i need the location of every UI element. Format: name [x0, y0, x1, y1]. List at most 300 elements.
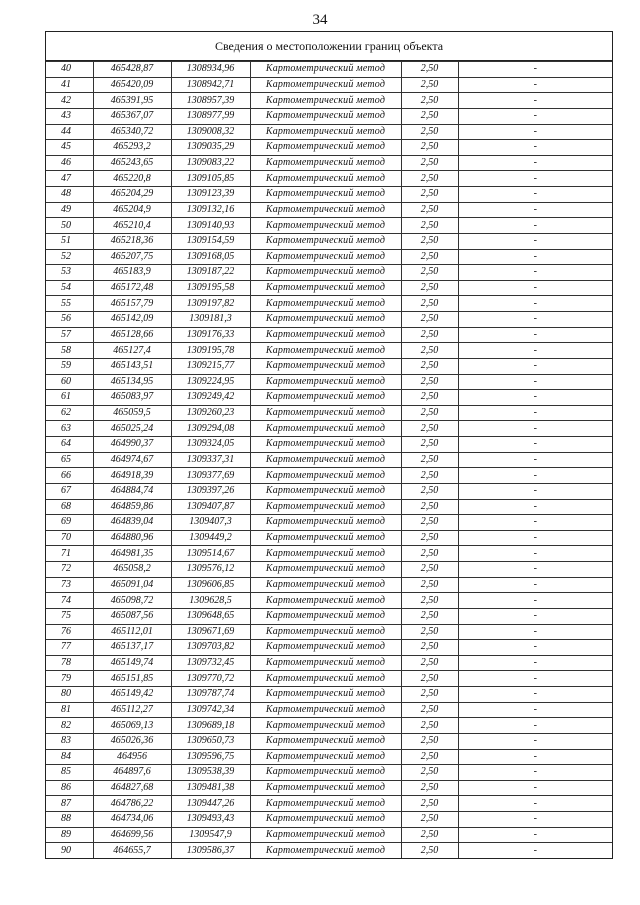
description-cell: - [458, 62, 612, 78]
table-row [46, 483, 612, 499]
description-cell: - [458, 483, 612, 499]
description-cell: - [458, 312, 612, 328]
point-number-cell: 52 [46, 249, 93, 265]
accuracy-cell: 2,50 [401, 421, 458, 437]
accuracy-cell: 2,50 [401, 343, 458, 359]
table-row [46, 468, 612, 484]
method-cell: Картометрический метод [250, 343, 401, 359]
method-cell: Картометрический метод [250, 687, 401, 703]
point-number-cell: 74 [46, 593, 93, 609]
description-cell: - [458, 296, 612, 312]
accuracy-cell: 2,50 [401, 405, 458, 421]
y-coordinate-cell: 1309294,08 [171, 421, 250, 437]
table-row [46, 280, 612, 296]
point-number-cell: 41 [46, 77, 93, 93]
table-row [46, 577, 612, 593]
table-row [46, 780, 612, 796]
point-number-cell: 49 [46, 202, 93, 218]
y-coordinate-cell: 1309035,29 [171, 140, 250, 156]
table-caption: Сведения о местоположении границ объекта [46, 32, 612, 61]
point-number-cell: 53 [46, 265, 93, 281]
y-coordinate-cell: 1309224,95 [171, 374, 250, 390]
y-coordinate-cell: 1309689,18 [171, 718, 250, 734]
y-coordinate-cell: 1309215,77 [171, 358, 250, 374]
y-coordinate-cell: 1309481,38 [171, 780, 250, 796]
x-coordinate-cell: 464859,86 [93, 499, 171, 515]
point-number-cell: 46 [46, 155, 93, 171]
description-cell: - [458, 468, 612, 484]
x-coordinate-cell: 464699,56 [93, 827, 171, 843]
accuracy-cell: 2,50 [401, 108, 458, 124]
method-cell: Картометрический метод [250, 265, 401, 281]
description-cell: - [458, 765, 612, 781]
accuracy-cell: 2,50 [401, 577, 458, 593]
coordinates-table [46, 61, 612, 858]
y-coordinate-cell: 1309123,39 [171, 187, 250, 203]
point-number-cell: 83 [46, 733, 93, 749]
point-number-cell: 77 [46, 640, 93, 656]
description-cell: - [458, 515, 612, 531]
x-coordinate-cell: 465127,4 [93, 343, 171, 359]
description-cell: - [458, 155, 612, 171]
table-row [46, 374, 612, 390]
description-cell: - [458, 780, 612, 796]
y-coordinate-cell: 1309249,42 [171, 390, 250, 406]
point-number-cell: 82 [46, 718, 93, 734]
accuracy-cell: 2,50 [401, 499, 458, 515]
table-row [46, 265, 612, 281]
x-coordinate-cell: 465220,8 [93, 171, 171, 187]
y-coordinate-cell: 1309377,69 [171, 468, 250, 484]
point-number-cell: 50 [46, 218, 93, 234]
accuracy-cell: 2,50 [401, 296, 458, 312]
point-number-cell: 72 [46, 562, 93, 578]
point-number-cell: 47 [46, 171, 93, 187]
accuracy-cell: 2,50 [401, 749, 458, 765]
table-row [46, 358, 612, 374]
point-number-cell: 84 [46, 749, 93, 765]
point-number-cell: 90 [46, 843, 93, 858]
table-row [46, 702, 612, 718]
table-row [46, 593, 612, 609]
method-cell: Картометрический метод [250, 171, 401, 187]
method-cell: Картометрический метод [250, 812, 401, 828]
description-cell: - [458, 749, 612, 765]
point-number-cell: 56 [46, 312, 93, 328]
accuracy-cell: 2,50 [401, 265, 458, 281]
method-cell: Картометрический метод [250, 452, 401, 468]
point-number-cell: 79 [46, 671, 93, 687]
table-row [46, 233, 612, 249]
accuracy-cell: 2,50 [401, 187, 458, 203]
table-row [46, 421, 612, 437]
description-cell: - [458, 687, 612, 703]
x-coordinate-cell: 465204,9 [93, 202, 171, 218]
description-cell: - [458, 499, 612, 515]
method-cell: Картометрический метод [250, 249, 401, 265]
y-coordinate-cell: 1309703,82 [171, 640, 250, 656]
method-cell: Картометрический метод [250, 796, 401, 812]
point-number-cell: 85 [46, 765, 93, 781]
table-row [46, 327, 612, 343]
description-cell: - [458, 562, 612, 578]
method-cell: Картометрический метод [250, 296, 401, 312]
point-number-cell: 88 [46, 812, 93, 828]
x-coordinate-cell: 464974,67 [93, 452, 171, 468]
point-number-cell: 54 [46, 280, 93, 296]
point-number-cell: 80 [46, 687, 93, 703]
point-number-cell: 67 [46, 483, 93, 499]
accuracy-cell: 2,50 [401, 562, 458, 578]
description-cell: - [458, 702, 612, 718]
point-number-cell: 86 [46, 780, 93, 796]
x-coordinate-cell: 465293,2 [93, 140, 171, 156]
accuracy-cell: 2,50 [401, 171, 458, 187]
method-cell: Картометрический метод [250, 562, 401, 578]
table-row [46, 671, 612, 687]
point-number-cell: 48 [46, 187, 93, 203]
y-coordinate-cell: 1309260,23 [171, 405, 250, 421]
accuracy-cell: 2,50 [401, 812, 458, 828]
table-row [46, 124, 612, 140]
method-cell: Картометрический метод [250, 202, 401, 218]
table-row [46, 718, 612, 734]
method-cell: Картометрический метод [250, 718, 401, 734]
x-coordinate-cell: 464839,04 [93, 515, 171, 531]
description-cell: - [458, 390, 612, 406]
description-cell: - [458, 327, 612, 343]
x-coordinate-cell: 464956 [93, 749, 171, 765]
y-coordinate-cell: 1309648,65 [171, 608, 250, 624]
accuracy-cell: 2,50 [401, 718, 458, 734]
table-row [46, 624, 612, 640]
point-number-cell: 45 [46, 140, 93, 156]
table-row [46, 515, 612, 531]
accuracy-cell: 2,50 [401, 640, 458, 656]
accuracy-cell: 2,50 [401, 733, 458, 749]
method-cell: Картометрический метод [250, 499, 401, 515]
y-coordinate-cell: 1309195,58 [171, 280, 250, 296]
y-coordinate-cell: 1309176,33 [171, 327, 250, 343]
description-cell: - [458, 233, 612, 249]
accuracy-cell: 2,50 [401, 843, 458, 858]
y-coordinate-cell: 1309650,73 [171, 733, 250, 749]
x-coordinate-cell: 465091,04 [93, 577, 171, 593]
description-cell: - [458, 218, 612, 234]
accuracy-cell: 2,50 [401, 483, 458, 499]
accuracy-cell: 2,50 [401, 593, 458, 609]
x-coordinate-cell: 465367,07 [93, 108, 171, 124]
y-coordinate-cell: 1309154,59 [171, 233, 250, 249]
x-coordinate-cell: 464786,22 [93, 796, 171, 812]
y-coordinate-cell: 1308977,99 [171, 108, 250, 124]
accuracy-cell: 2,50 [401, 233, 458, 249]
method-cell: Картометрический метод [250, 437, 401, 453]
y-coordinate-cell: 1309195,78 [171, 343, 250, 359]
method-cell: Картометрический метод [250, 421, 401, 437]
method-cell: Картометрический метод [250, 733, 401, 749]
table-row [46, 530, 612, 546]
accuracy-cell: 2,50 [401, 608, 458, 624]
accuracy-cell: 2,50 [401, 702, 458, 718]
y-coordinate-cell: 1309586,37 [171, 843, 250, 858]
accuracy-cell: 2,50 [401, 671, 458, 687]
method-cell: Картометрический метод [250, 655, 401, 671]
x-coordinate-cell: 465340,72 [93, 124, 171, 140]
method-cell: Картометрический метод [250, 405, 401, 421]
point-number-cell: 40 [46, 62, 93, 78]
method-cell: Картометрический метод [250, 624, 401, 640]
description-cell: - [458, 812, 612, 828]
point-number-cell: 43 [46, 108, 93, 124]
table-body [46, 62, 612, 858]
y-coordinate-cell: 1309576,12 [171, 562, 250, 578]
method-cell: Картометрический метод [250, 140, 401, 156]
table-row [46, 843, 612, 858]
y-coordinate-cell: 1308942,71 [171, 77, 250, 93]
description-cell: - [458, 187, 612, 203]
x-coordinate-cell: 465083,97 [93, 390, 171, 406]
point-number-cell: 69 [46, 515, 93, 531]
table-row [46, 827, 612, 843]
accuracy-cell: 2,50 [401, 374, 458, 390]
table-row [46, 765, 612, 781]
x-coordinate-cell: 465157,79 [93, 296, 171, 312]
x-coordinate-cell: 465143,51 [93, 358, 171, 374]
y-coordinate-cell: 1309008,32 [171, 124, 250, 140]
y-coordinate-cell: 1309105,85 [171, 171, 250, 187]
x-coordinate-cell: 465207,75 [93, 249, 171, 265]
description-cell: - [458, 108, 612, 124]
method-cell: Картометрический метод [250, 77, 401, 93]
method-cell: Картометрический метод [250, 671, 401, 687]
description-cell: - [458, 655, 612, 671]
y-coordinate-cell: 1309407,3 [171, 515, 250, 531]
accuracy-cell: 2,50 [401, 827, 458, 843]
point-number-cell: 70 [46, 530, 93, 546]
accuracy-cell: 2,50 [401, 765, 458, 781]
accuracy-cell: 2,50 [401, 124, 458, 140]
table-row [46, 155, 612, 171]
method-cell: Картометрический метод [250, 765, 401, 781]
point-number-cell: 73 [46, 577, 93, 593]
x-coordinate-cell: 465025,24 [93, 421, 171, 437]
table-row [46, 812, 612, 828]
y-coordinate-cell: 1309547,9 [171, 827, 250, 843]
description-cell: - [458, 733, 612, 749]
table-row [46, 62, 612, 78]
y-coordinate-cell: 1309168,05 [171, 249, 250, 265]
x-coordinate-cell: 465137,17 [93, 640, 171, 656]
description-cell: - [458, 671, 612, 687]
description-cell: - [458, 405, 612, 421]
method-cell: Картометрический метод [250, 124, 401, 140]
accuracy-cell: 2,50 [401, 468, 458, 484]
point-number-cell: 63 [46, 421, 93, 437]
method-cell: Картометрический метод [250, 280, 401, 296]
accuracy-cell: 2,50 [401, 687, 458, 703]
method-cell: Картометрический метод [250, 593, 401, 609]
method-cell: Картометрический метод [250, 827, 401, 843]
point-number-cell: 61 [46, 390, 93, 406]
table-row [46, 796, 612, 812]
y-coordinate-cell: 1309197,82 [171, 296, 250, 312]
accuracy-cell: 2,50 [401, 358, 458, 374]
page-number: 34 [312, 12, 328, 28]
y-coordinate-cell: 1309742,34 [171, 702, 250, 718]
y-coordinate-cell: 1309132,16 [171, 202, 250, 218]
x-coordinate-cell: 465149,74 [93, 655, 171, 671]
table-row [46, 93, 612, 109]
table-row [46, 390, 612, 406]
point-number-cell: 71 [46, 546, 93, 562]
accuracy-cell: 2,50 [401, 62, 458, 78]
y-coordinate-cell: 1309493,43 [171, 812, 250, 828]
table-row [46, 249, 612, 265]
table-row [46, 452, 612, 468]
boundary-table-container [45, 31, 613, 859]
y-coordinate-cell: 1309732,45 [171, 655, 250, 671]
point-number-cell: 64 [46, 437, 93, 453]
point-number-cell: 62 [46, 405, 93, 421]
x-coordinate-cell: 465391,95 [93, 93, 171, 109]
table-row [46, 749, 612, 765]
x-coordinate-cell: 465069,13 [93, 718, 171, 734]
description-cell: - [458, 265, 612, 281]
accuracy-cell: 2,50 [401, 327, 458, 343]
x-coordinate-cell: 465210,4 [93, 218, 171, 234]
accuracy-cell: 2,50 [401, 140, 458, 156]
x-coordinate-cell: 464880,96 [93, 530, 171, 546]
method-cell: Картометрический метод [250, 358, 401, 374]
description-cell: - [458, 421, 612, 437]
x-coordinate-cell: 465059,5 [93, 405, 171, 421]
accuracy-cell: 2,50 [401, 390, 458, 406]
accuracy-cell: 2,50 [401, 218, 458, 234]
description-cell: - [458, 843, 612, 858]
description-cell: - [458, 624, 612, 640]
x-coordinate-cell: 465149,42 [93, 687, 171, 703]
description-cell: - [458, 249, 612, 265]
accuracy-cell: 2,50 [401, 655, 458, 671]
y-coordinate-cell: 1309337,31 [171, 452, 250, 468]
table-row [46, 108, 612, 124]
method-cell: Картометрический метод [250, 530, 401, 546]
y-coordinate-cell: 1309514,67 [171, 546, 250, 562]
accuracy-cell: 2,50 [401, 202, 458, 218]
table-row [46, 640, 612, 656]
table-row [46, 655, 612, 671]
accuracy-cell: 2,50 [401, 452, 458, 468]
description-cell: - [458, 827, 612, 843]
x-coordinate-cell: 465142,09 [93, 312, 171, 328]
x-coordinate-cell: 465420,09 [93, 77, 171, 93]
x-coordinate-cell: 465087,56 [93, 608, 171, 624]
table-row [46, 608, 612, 624]
method-cell: Картометрический метод [250, 390, 401, 406]
table-row [46, 296, 612, 312]
point-number-cell: 57 [46, 327, 93, 343]
x-coordinate-cell: 465172,48 [93, 280, 171, 296]
point-number-cell: 68 [46, 499, 93, 515]
description-cell: - [458, 593, 612, 609]
accuracy-cell: 2,50 [401, 546, 458, 562]
point-number-cell: 51 [46, 233, 93, 249]
x-coordinate-cell: 464990,37 [93, 437, 171, 453]
description-cell: - [458, 437, 612, 453]
point-number-cell: 55 [46, 296, 93, 312]
table-row [46, 687, 612, 703]
method-cell: Картометрический метод [250, 515, 401, 531]
y-coordinate-cell: 1309447,26 [171, 796, 250, 812]
point-number-cell: 89 [46, 827, 93, 843]
method-cell: Картометрический метод [250, 483, 401, 499]
x-coordinate-cell: 465134,95 [93, 374, 171, 390]
point-number-cell: 59 [46, 358, 93, 374]
x-coordinate-cell: 464981,35 [93, 546, 171, 562]
description-cell: - [458, 343, 612, 359]
x-coordinate-cell: 465151,85 [93, 671, 171, 687]
table-row [46, 499, 612, 515]
point-number-cell: 65 [46, 452, 93, 468]
y-coordinate-cell: 1309407,87 [171, 499, 250, 515]
table-row [46, 562, 612, 578]
description-cell: - [458, 718, 612, 734]
table-row [46, 405, 612, 421]
y-coordinate-cell: 1309140,93 [171, 218, 250, 234]
y-coordinate-cell: 1308934,96 [171, 62, 250, 78]
x-coordinate-cell: 464827,68 [93, 780, 171, 796]
y-coordinate-cell: 1309397,26 [171, 483, 250, 499]
y-coordinate-cell: 1309606,85 [171, 577, 250, 593]
x-coordinate-cell: 465204,29 [93, 187, 171, 203]
method-cell: Картометрический метод [250, 62, 401, 78]
method-cell: Картометрический метод [250, 93, 401, 109]
x-coordinate-cell: 465183,9 [93, 265, 171, 281]
accuracy-cell: 2,50 [401, 77, 458, 93]
table-row [46, 202, 612, 218]
point-number-cell: 76 [46, 624, 93, 640]
x-coordinate-cell: 465243,65 [93, 155, 171, 171]
description-cell: - [458, 93, 612, 109]
method-cell: Картометрический метод [250, 780, 401, 796]
description-cell: - [458, 608, 612, 624]
x-coordinate-cell: 465058,2 [93, 562, 171, 578]
table-row [46, 343, 612, 359]
method-cell: Картометрический метод [250, 155, 401, 171]
description-cell: - [458, 202, 612, 218]
description-cell: - [458, 358, 612, 374]
y-coordinate-cell: 1309324,05 [171, 437, 250, 453]
method-cell: Картометрический метод [250, 312, 401, 328]
description-cell: - [458, 124, 612, 140]
point-number-cell: 81 [46, 702, 93, 718]
point-number-cell: 60 [46, 374, 93, 390]
x-coordinate-cell: 464918,39 [93, 468, 171, 484]
table-row [46, 140, 612, 156]
y-coordinate-cell: 1309628,5 [171, 593, 250, 609]
accuracy-cell: 2,50 [401, 530, 458, 546]
accuracy-cell: 2,50 [401, 312, 458, 328]
x-coordinate-cell: 464884,74 [93, 483, 171, 499]
description-cell: - [458, 640, 612, 656]
table-row [46, 437, 612, 453]
accuracy-cell: 2,50 [401, 796, 458, 812]
point-number-cell: 44 [46, 124, 93, 140]
method-cell: Картометрический метод [250, 702, 401, 718]
method-cell: Картометрический метод [250, 327, 401, 343]
point-number-cell: 42 [46, 93, 93, 109]
